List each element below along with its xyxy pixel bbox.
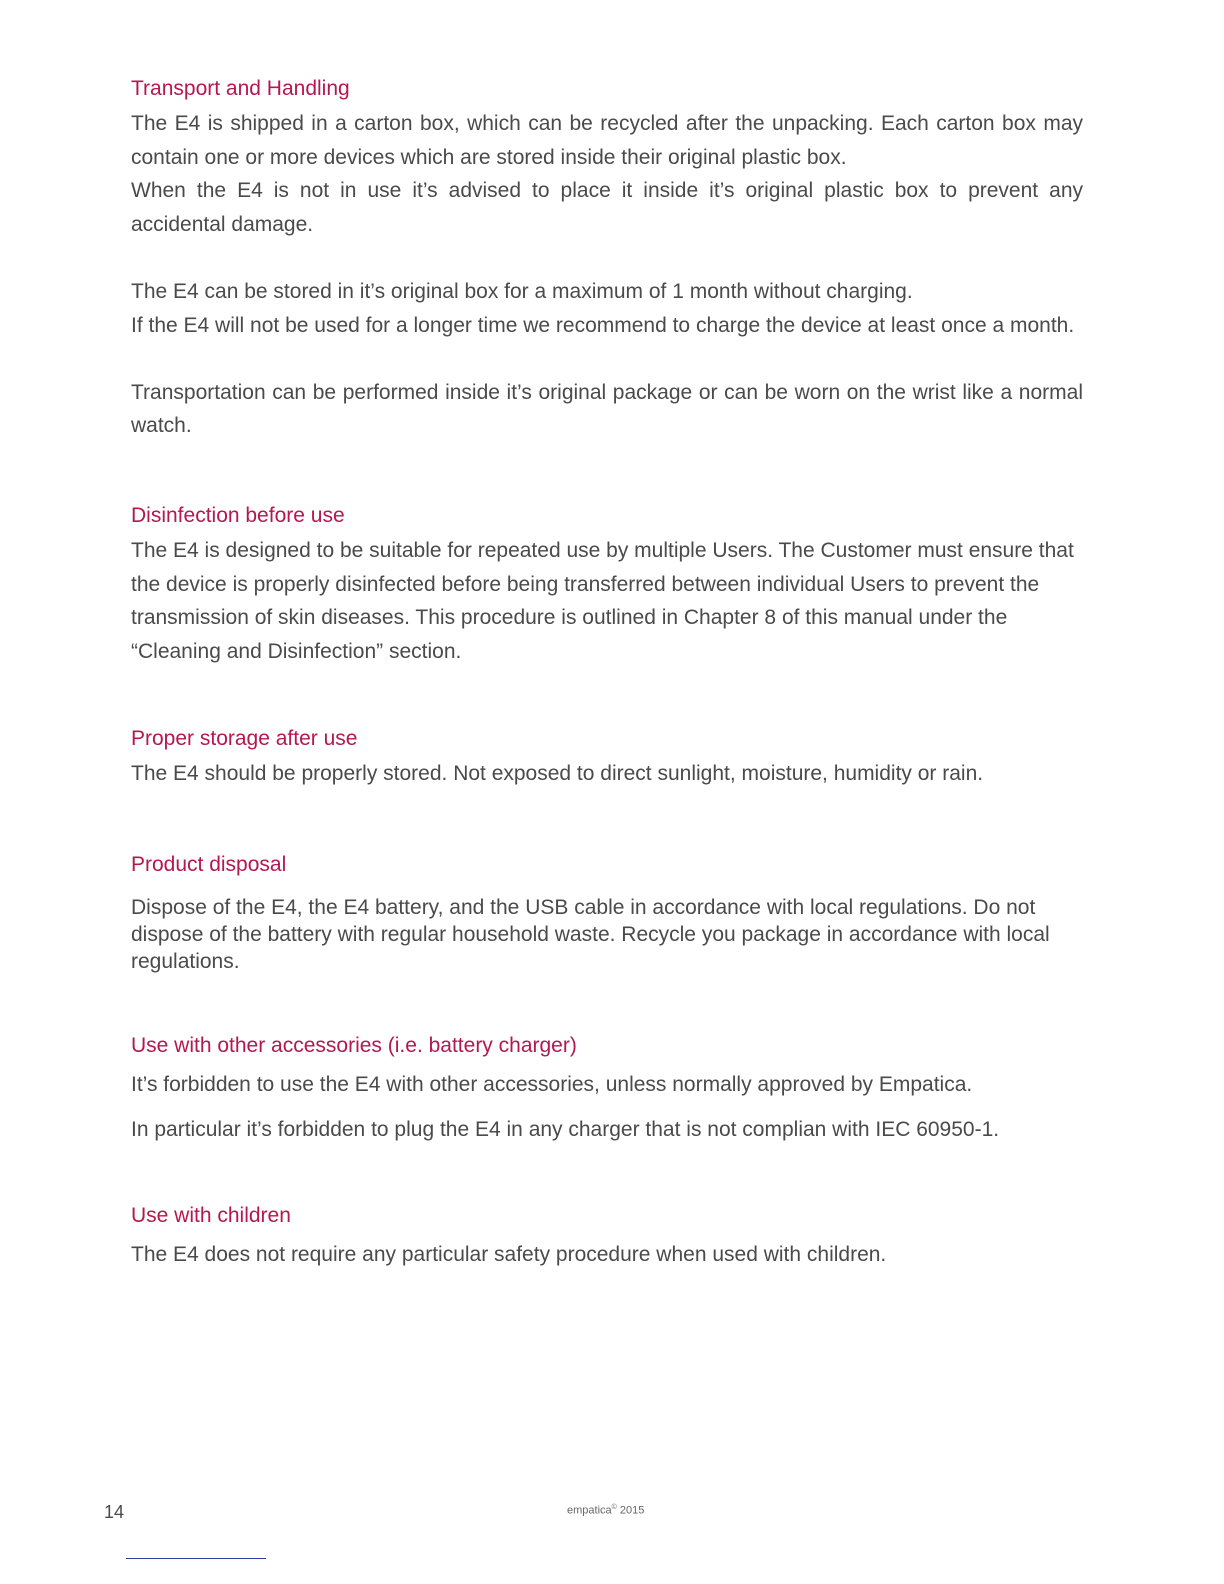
paragraph: In particular it’s forbidden to plug the E4 in any charger that is not complian with IEC 60950-1. (131, 1117, 1000, 1141)
copyright-mark: © (611, 1504, 617, 1511)
paragraph: The E4 is designed to be suitable for repeated use by multiple Users. The Customer must ensure that the device is properly disinfected before being transferred between individual Users to prevent the transmission of skin diseases. This procedure is outlined in Chapter 8 of this manual under the “Cleaning and Disinfection” section. (131, 539, 1074, 663)
paragraph: Transportation can be performed inside it’s original package or can be worn on the wrist like a normal watch. (131, 380, 1083, 438)
brand-name: empatica (567, 1504, 612, 1517)
section-heading: Disinfection before use (131, 504, 345, 527)
paragraph: The E4 does not require any particular safety procedure when used with children. (131, 1243, 887, 1266)
section-disposal (131, 851, 1083, 975)
paragraph: Dispose of the E4, the E4 battery, and the USB cable in accordance with local regulations. Do not dispose of the battery with regular household waste. Recycle you package in accordance with local regulations. (131, 896, 1050, 973)
section-disinfection (131, 502, 1083, 668)
section-transport (131, 75, 1083, 443)
footer-copyright (567, 1504, 644, 1517)
section-accessories (131, 1032, 1083, 1146)
section-children (131, 1202, 1083, 1272)
footer-divider (126, 1558, 266, 1559)
section-heading: Transport and Handling (131, 77, 350, 100)
page-number: 14 (104, 1502, 125, 1522)
paragraph: It’s forbidden to use the E4 with other accessories, unless normally approved by Empatica. (131, 1073, 973, 1096)
paragraph: When the E4 is not in use it’s advised to place it inside it’s original plastic box to prevent any accidental damage. (131, 179, 1083, 236)
section-heading: Product disposal (131, 853, 287, 876)
section-heading: Use with children (131, 1204, 291, 1227)
section-heading: Proper storage after use (131, 727, 358, 750)
paragraph: The E4 can be stored in it’s original box for a maximum of 1 month without charging. (131, 280, 913, 304)
copyright-year: 2015 (619, 1504, 645, 1517)
paragraph: If the E4 will not be used for a longer time we recommend to charge the device at least once a month. (131, 313, 1075, 337)
section-heading: Use with other accessories (i.e. battery charger) (131, 1034, 577, 1057)
paragraph: The E4 should be properly stored. Not exposed to direct sunlight, moisture, humidity or rain. (131, 762, 984, 785)
section-storage (131, 725, 1083, 791)
paragraph: The E4 is shipped in a carton box, which can be recycled after the unpacking. Each carton box may contain one or more devices which are stored inside their original plastic box. (131, 112, 1083, 169)
